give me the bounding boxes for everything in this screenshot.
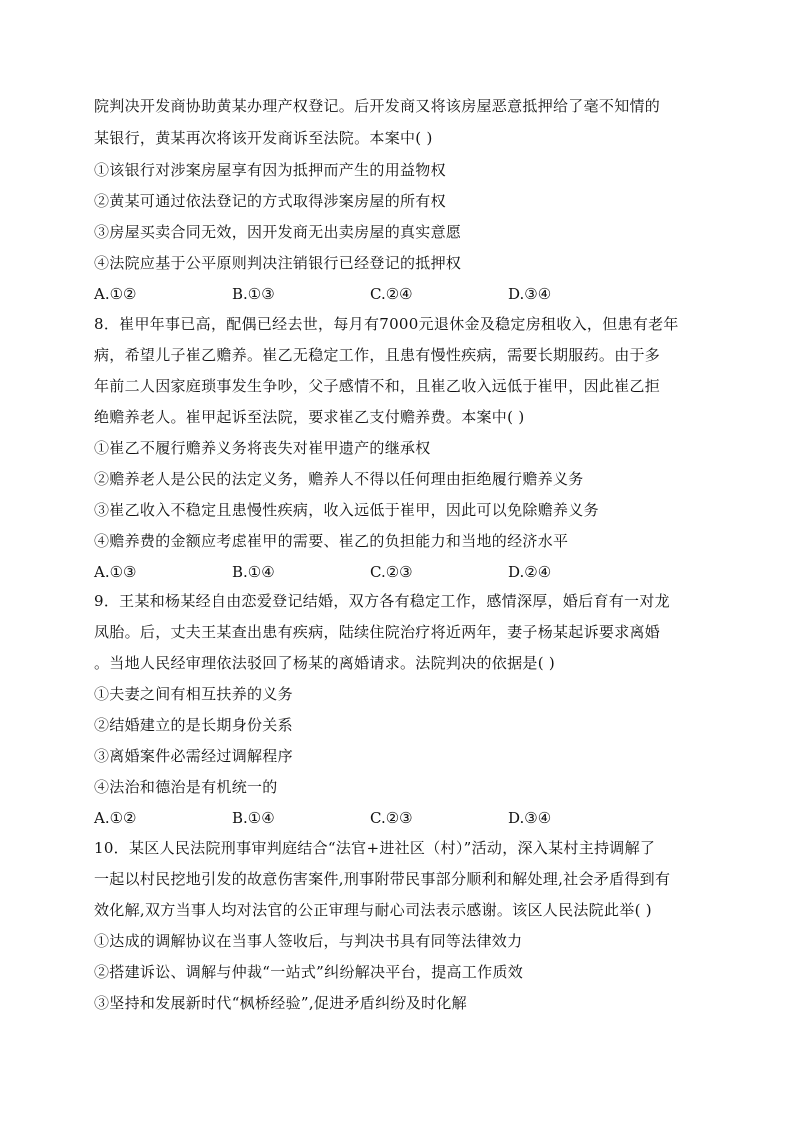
q10-stem-line-3: 效化解,双方当事人均对法官的公正审理与耐心司法表示感谢。该区人民法院此举( ) [94,901,652,919]
q7-option-c[interactable]: C.②④ [370,285,413,303]
q8-options [94,562,704,582]
q7-options [94,284,704,304]
q9-stem-line-2: 凤胎。后，丈夫王某查出患有疾病，陆续住院治疗将近两年，妻子杨某起诉要求离婚 [94,623,661,641]
q9-option-c[interactable]: C.②③ [370,809,413,827]
q10-statement-1: ①达成的调解协议在当事人签收后，与判决书具有同等法律效力 [94,932,523,950]
q8-option-d[interactable]: D.②④ [508,563,552,581]
q7-statement-3: ③房屋买卖合同无效，因开发商无出卖房屋的真实意愿 [94,223,462,241]
q8-statement-4: ④赡养费的金额应考虑崔甲的需要、崔乙的负担能力和当地的经济水平 [94,532,569,550]
q9-stem-line-1: 9．王某和杨某经自由恋爱登记结婚，双方各有稳定工作，感情深厚，婚后育有一对龙 [94,592,670,610]
q10-statement-3: ③坚持和发展新时代“枫桥经验”,促进矛盾纠纷及时化解 [94,994,467,1012]
q10-stem-line-2: 一起以村民挖地引发的故意伤害案件,刑事附带民事部分顺利和解处理,社会矛盾得到有 [94,870,671,888]
q7-option-d[interactable]: D.③④ [508,285,552,303]
q9-statement-2: ②结婚建立的是长期身份关系 [94,716,293,734]
q9-stem-line-3: 。当地人民经审理依法驳回了杨某的离婚请求。法院判决的依据是( ) [94,654,556,672]
q8-statement-1: ①崔乙不履行赡养义务将丧失对崔甲遗产的继承权 [94,439,431,457]
q9-options [94,808,704,828]
q9-option-d[interactable]: D.③④ [508,809,552,827]
q7-stem-line-2: 某银行，黄某再次将该开发商诉至法院。本案中( ) [94,129,433,147]
q10-statement-2: ②搭建诉讼、调解与仲裁“一站式”纠纷解决平台，提高工作质效 [94,963,524,981]
q8-statement-2: ②赡养老人是公民的法定义务，赡养人不得以任何理由拒绝履行赡养义务 [94,470,584,488]
q9-statement-4: ④法治和德治是有机统一的 [94,778,278,796]
q7-statement-1: ①该银行对涉案房屋享有因为抵押而产生的用益物权 [94,161,446,179]
q9-option-b[interactable]: B.①④ [232,809,275,827]
q8-statement-3: ③崔乙收入不稳定且患慢性疾病，收入远低于崔甲，因此可以免除赡养义务 [94,501,599,519]
q10-stem-line-1: 10．某区人民法院刑事审判庭结合“法官+进社区（村）”活动，深入某村主持调解了 [94,839,656,857]
q7-option-a[interactable]: A.①② [94,285,137,303]
q8-option-a[interactable]: A.①③ [94,563,137,581]
q8-stem-line-4: 绝赡养老人。崔甲起诉至法院，要求崔乙支付赡养费。本案中( ) [94,408,525,426]
q8-stem-line-2: 病，希望儿子崔乙赡养。崔乙无稳定工作，且患有慢性疾病，需要长期服药。由于多 [94,346,661,364]
q8-option-b[interactable]: B.①④ [232,563,275,581]
q9-statement-1: ①夫妻之间有相互扶养的义务 [94,685,293,703]
q7-statement-2: ②黄某可通过依法登记的方式取得涉案房屋的所有权 [94,192,446,210]
q8-stem-line-1: 8．崔甲年事已高，配偶已经去世，每月有7000元退休金及稳定房租收入，但患有老年 [94,315,679,333]
q9-statement-3: ③离婚案件必需经过调解程序 [94,747,293,765]
q9-option-a[interactable]: A.①② [94,809,137,827]
q7-option-b[interactable]: B.①③ [232,285,275,303]
q8-stem-line-3: 年前二人因家庭琐事发生争吵，父子感情不和，且崔乙收入远低于崔甲，因此崔乙拒 [94,377,661,395]
q7-stem-line-1: 院判决开发商协助黄某办理产权登记。后开发商又将该房屋恶意抵押给了毫不知情的 [94,97,661,115]
q8-option-c[interactable]: C.②③ [370,563,413,581]
q7-statement-4: ④法院应基于公平原则判决注销银行已经登记的抵押权 [94,254,462,272]
